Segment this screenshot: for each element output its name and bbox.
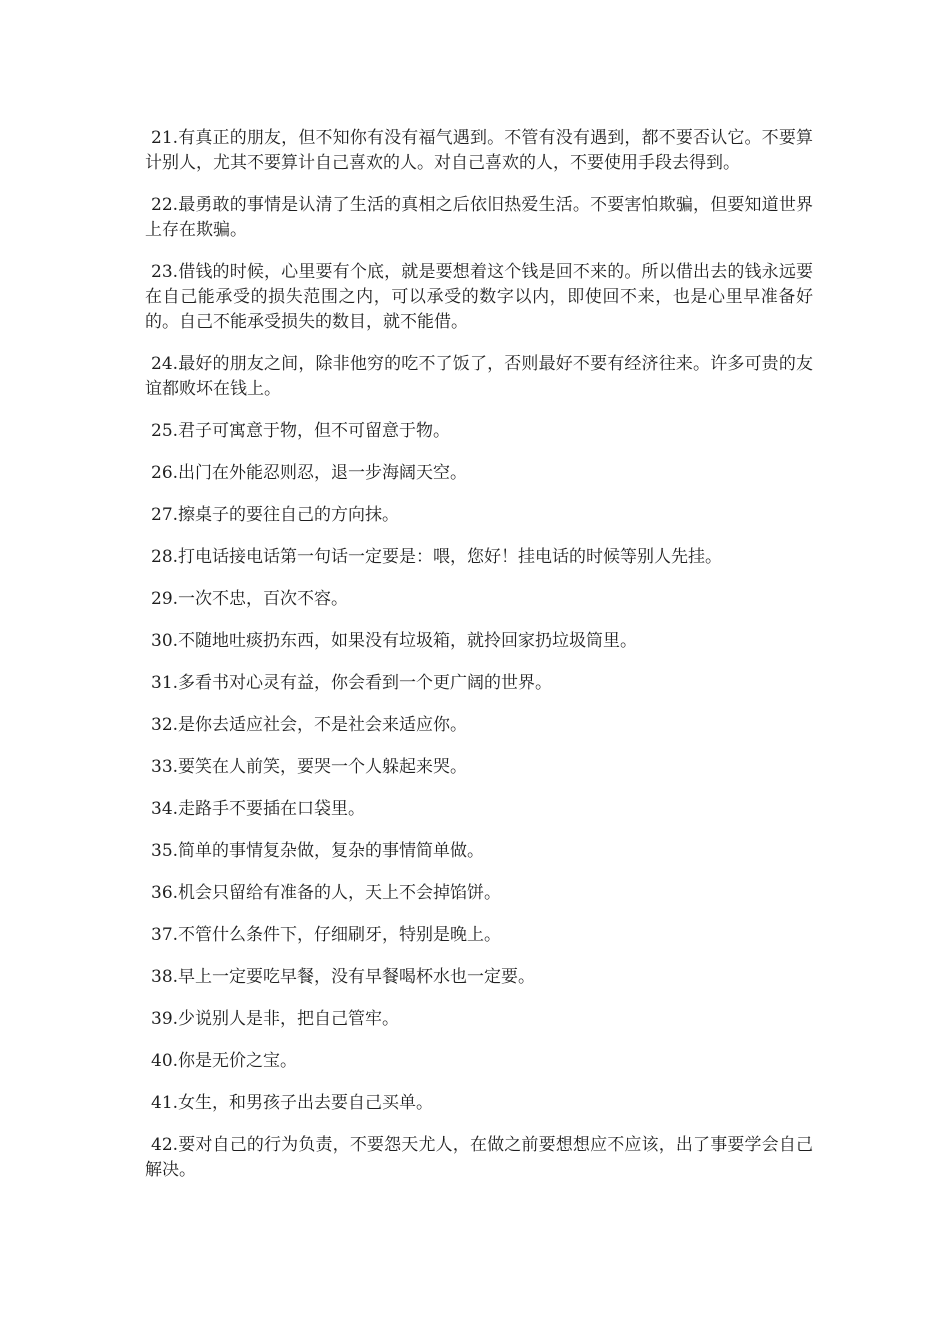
item-number: 38.: [151, 967, 179, 987]
list-item: [145, 503, 813, 528]
list-item: [145, 839, 813, 864]
list-item: [145, 1049, 813, 1074]
item-number: 27.: [151, 505, 179, 525]
item-text: 走路手不要插在口袋里。: [178, 799, 366, 819]
list-item: [145, 260, 813, 335]
item-number: 26.: [151, 463, 179, 483]
item-text: 出门在外能忍则忍，退一步海阔天空。: [178, 463, 468, 483]
item-text: 君子可寓意于物，但不可留意于物。: [178, 421, 451, 441]
item-text: 少说别人是非，把自己管牢。: [178, 1009, 400, 1029]
list-item: [145, 671, 813, 696]
document-page: [145, 126, 813, 1200]
item-text: 最勇敢的事情是认清了生活的真相之后依旧热爱生活。不要害怕欺骗，但要知道世界上存在欺骗。: [145, 195, 813, 240]
list-item: [145, 193, 813, 243]
item-number: 28.: [151, 547, 179, 567]
item-text: 是你去适应社会，不是社会来适应你。: [178, 715, 468, 735]
item-text: 你是无价之宝。: [178, 1051, 298, 1071]
item-text: 不管什么条件下，仔细刷牙，特别是晚上。: [178, 925, 502, 945]
list-item: [145, 797, 813, 822]
item-number: 23.: [151, 262, 179, 282]
item-number: 39.: [151, 1009, 179, 1029]
item-text: 最好的朋友之间，除非他穷的吃不了饭了，否则最好不要有经济往来。许多可贵的友谊都败坏在钱上。: [145, 354, 813, 399]
item-number: 41.: [151, 1093, 179, 1113]
list-item: [145, 629, 813, 654]
item-text: 简单的事情复杂做，复杂的事情简单做。: [178, 841, 485, 861]
item-text: 借钱的时候，心里要有个底，就是要想着这个钱是回不来的。所以借出去的钱永远要在自己能承受的损失范围之内，可以承受的数字以内，即使回不来，也是心里早准备好的。自己不能承受损失的数目，就不能借。: [145, 262, 813, 332]
list-item: [145, 1091, 813, 1116]
item-number: 31.: [151, 673, 179, 693]
item-number: 29.: [151, 589, 179, 609]
list-item: [145, 545, 813, 570]
list-item: [145, 419, 813, 444]
item-text: 打电话接电话第一句话一定要是：喂，您好！挂电话的时候等别人先挂。: [178, 547, 723, 567]
item-text: 多看书对心灵有益，你会看到一个更广阔的世界。: [178, 673, 553, 693]
list-item: [145, 126, 813, 176]
item-number: 22.: [151, 195, 179, 215]
item-number: 32.: [151, 715, 179, 735]
item-number: 37.: [151, 925, 179, 945]
item-text: 要笑在人前笑，要哭一个人躲起来哭。: [178, 757, 468, 777]
item-text: 不随地吐痰扔东西，如果没有垃圾箱，就拎回家扔垃圾筒里。: [178, 631, 638, 651]
item-text: 早上一定要吃早餐，没有早餐喝杯水也一定要。: [178, 967, 536, 987]
item-number: 24.: [151, 354, 179, 374]
list-item: [145, 1133, 813, 1183]
item-number: 25.: [151, 421, 179, 441]
list-item: [145, 923, 813, 948]
list-item: [145, 587, 813, 612]
list-item: [145, 352, 813, 402]
item-number: 35.: [151, 841, 179, 861]
list-item: [145, 755, 813, 780]
item-number: 21.: [151, 128, 179, 148]
item-number: 30.: [151, 631, 179, 651]
item-text: 有真正的朋友，但不知你有没有福气遇到。不管有没有遇到，都不要否认它。不要算计别人，尤其不要算计自己喜欢的人。对自己喜欢的人，不要使用手段去得到。: [145, 128, 813, 173]
item-number: 34.: [151, 799, 179, 819]
item-number: 33.: [151, 757, 179, 777]
list-item: [145, 461, 813, 486]
item-number: 40.: [151, 1051, 179, 1071]
item-text: 女生，和男孩子出去要自己买单。: [178, 1093, 434, 1113]
list-item: [145, 881, 813, 906]
item-text: 要对自己的行为负责，不要怨天尤人，在做之前要想想应不应该，出了事要学会自己解决。: [145, 1135, 813, 1180]
item-number: 42.: [151, 1135, 179, 1155]
list-item: [145, 1007, 813, 1032]
item-number: 36.: [151, 883, 179, 903]
list-item: [145, 713, 813, 738]
list-item: [145, 965, 813, 990]
item-text: 机会只留给有准备的人，天上不会掉馅饼。: [178, 883, 502, 903]
item-text: 一次不忠，百次不容。: [178, 589, 349, 609]
item-text: 擦桌子的要往自己的方向抹。: [178, 505, 400, 525]
